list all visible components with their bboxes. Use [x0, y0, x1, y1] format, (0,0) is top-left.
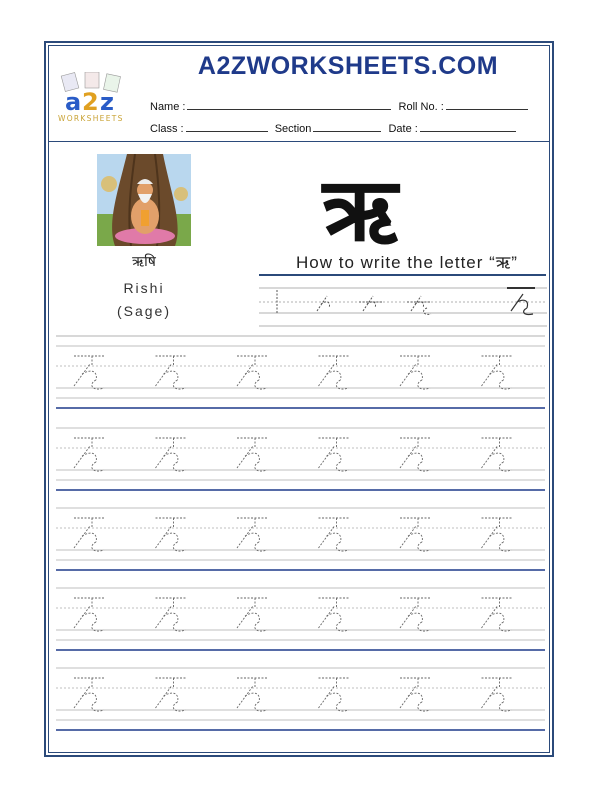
sage-picture [97, 154, 191, 246]
form-line-2 [150, 121, 520, 135]
name-field[interactable] [187, 99, 391, 110]
header-separator [48, 141, 550, 142]
big-letter [300, 160, 420, 250]
stroke-step-final [507, 288, 535, 314]
logo-text: WORKSHEETS [58, 114, 124, 123]
a2z-logo-icon [55, 72, 137, 124]
section-label: Section [274, 123, 312, 135]
word-meaning: (Sage) [116, 303, 172, 319]
instruction-underline [259, 274, 546, 276]
class-label: Class : [150, 123, 184, 135]
stroke-step-3 [359, 296, 383, 311]
word-latin: Rishi [123, 280, 165, 296]
section-field[interactable] [313, 121, 381, 132]
site-title: A2ZWORKSHEETS.COM [197, 52, 499, 80]
svg-text:z: z [100, 88, 114, 116]
date-field[interactable] [420, 121, 516, 132]
class-field[interactable] [186, 121, 268, 132]
stroke-order-demo [259, 280, 547, 330]
instruction-text: How to write the letter “ऋ” [296, 253, 518, 272]
roll-field[interactable] [446, 99, 528, 110]
word-hindi: ऋषि [132, 253, 156, 269]
stroke-step-2 [317, 296, 330, 311]
svg-text:a: a [65, 88, 82, 116]
roll-label: Roll No. : [398, 101, 444, 113]
form-line-1 [150, 99, 532, 113]
big-letter-text: ऋ [322, 160, 398, 250]
svg-text:2: 2 [82, 88, 99, 116]
name-label: Name : [150, 101, 186, 113]
stroke-step-4 [407, 296, 431, 314]
worksheet-border-inner [48, 45, 550, 753]
date-label: Date : [388, 123, 418, 135]
